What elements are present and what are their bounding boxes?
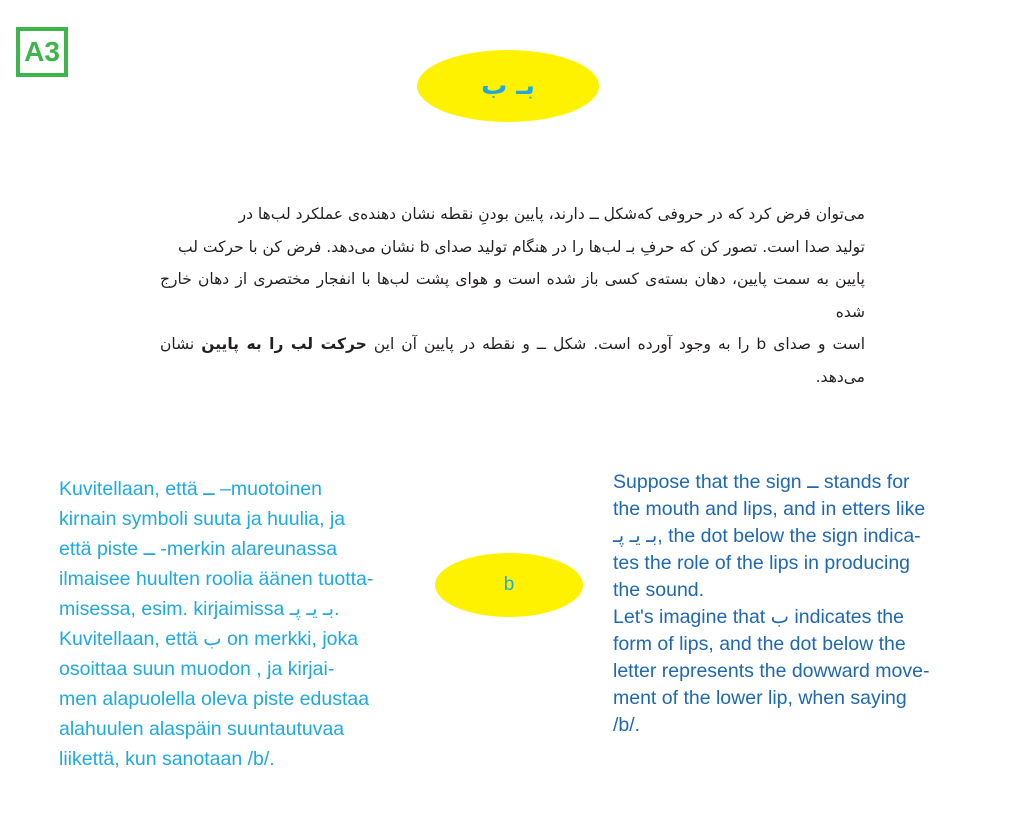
- finnish-line: alahuulen alaspäin suuntautuvaa: [59, 718, 345, 740]
- english-line: form of lips, and the dot below the: [613, 633, 906, 655]
- finnish-line: men alapuolella oleva piste edustaa: [59, 688, 370, 710]
- english-paragraph: [613, 469, 978, 739]
- arabic-letters-b: بـ ب: [481, 71, 535, 101]
- english-line: the sound.: [613, 579, 705, 601]
- persian-line-2: تولید صدا است. تصور کن که حرفِ بـ لب‌ها را در هنگام تولید صدای b نشان می‌دهد. فرض کن با حرکت لب: [178, 237, 865, 256]
- persian-line-1: می‌توان فرض کرد که در حروفی که‌شکل ــ دارند، پایین بودنِ نقطه نشان دهنده‌ی عملکرد لب‌ها در: [238, 205, 865, 223]
- english-line: Let's imagine that ب indicates the: [613, 606, 904, 628]
- finnish-line: liikettä, kun sanotaan /b/.: [59, 748, 275, 770]
- finnish-line: kirnain symboli suuta ja huulia, ja: [59, 508, 346, 530]
- finnish-line: Kuvitellaan, että ب on merkki, joka: [59, 628, 359, 650]
- persian-line-4: است و صدای b را به وجود آورده است. شکل ــ و نقطه در پایین آن این: [373, 335, 865, 353]
- english-line: /b/.: [613, 714, 641, 736]
- persian-line-4-end: نشان می‌دهد.: [160, 335, 865, 386]
- persian-bold-phrase: حرکت لب را به پایین: [201, 335, 367, 353]
- english-line: ment of the lower lip, when saying: [613, 687, 907, 709]
- finnish-paragraph: [59, 474, 404, 774]
- english-line: the mouth and lips, and in etters like: [613, 498, 926, 520]
- latin-letter-b: b: [503, 574, 515, 595]
- english-line: tes the role of the lips in producing: [613, 552, 911, 574]
- finnish-line: misessa, esim. kirjaimissa بـ یـ پـ.: [59, 598, 340, 620]
- english-line: letter represents the dowward move-: [613, 660, 930, 682]
- letter-ellipse-middle: [435, 553, 583, 617]
- english-line: Suppose that the sign ــ stands for: [613, 471, 910, 493]
- finnish-line: ilmaisee huulten roolia äänen tuotta-: [59, 568, 374, 590]
- persian-paragraph: [160, 198, 865, 393]
- finnish-line: että piste ــ -merkin alareunassa: [59, 538, 338, 560]
- finnish-line: osoittaa suun muodon , ja kirjai-: [59, 658, 335, 680]
- english-line: بـ یـ پـ, the dot below the sign indica-: [613, 525, 921, 547]
- persian-line-3: پایین به سمت پایین، دهان بسته‌ی کسی باز شده است و هوای پشت لب‌ها با انفجار مختصری از دهان خارج شده: [160, 270, 865, 321]
- section-badge: A3: [16, 27, 68, 77]
- finnish-line: Kuvitellaan, että ــ –muotoinen: [59, 478, 322, 500]
- letter-ellipse-top: [417, 50, 599, 122]
